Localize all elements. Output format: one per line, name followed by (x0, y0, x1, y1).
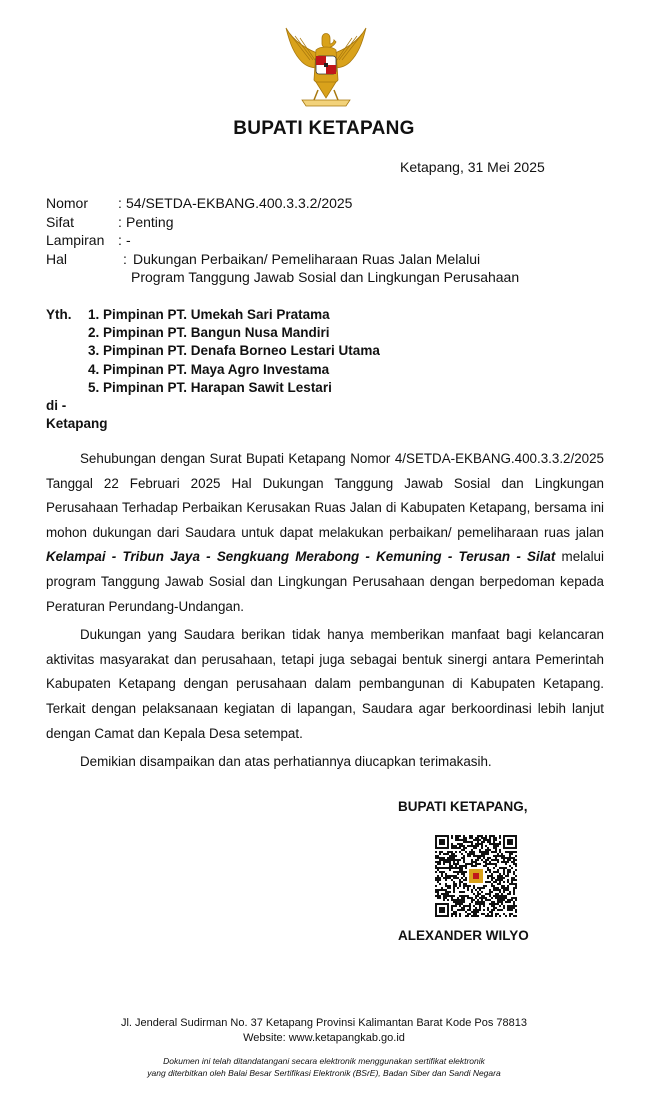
recipient-row (46, 379, 380, 397)
meta-label: Lampiran (46, 232, 105, 248)
signatory-name: ALEXANDER WILYO (398, 928, 529, 943)
meta-row-lampiran (46, 231, 613, 250)
esign-note-line: Dokumen ini telah ditandatangani secara elektronik menggunakan sertifikat elektronik (163, 1056, 485, 1066)
destination-di: di - (46, 398, 67, 413)
footer-address: Jl. Jenderal Sudirman No. 37 Ketapang Provinsi Kalimantan Barat Kode Pos 78813 (120, 1017, 528, 1029)
garuda-emblem-logo (280, 20, 372, 112)
esign-note-line: yang diterbitkan oleh Balai Besar Sertifikasi Elektronik (BSrE), Badan Siber dan Sandi Negara (147, 1068, 501, 1078)
qr-code-icon (435, 835, 517, 917)
body-paragraph-1 (46, 447, 604, 619)
meta-colon: : (118, 195, 122, 211)
meta-value: Dukungan Perbaikan/ Pemeliharaan Ruas Jalan Melalui (133, 250, 481, 267)
body-text: melalui program Tanggung Jawab Sosial dan Lingkungan Perusahaan dengan berpedoman kepada Peraturan Perundang-Undangan. (46, 549, 604, 614)
body-paragraph-2: Dukungan yang Saudara berikan tidak hanya memberikan manfaat bagi kelancaran aktivitas masyarakat dan perusahaan, tetapi juga sebagai bentuk sinergi antara Pemerintah Kabupaten Ketapang dengan perusahaan dalam pembangunan di Kabupaten Ketapang. Terkait dengan pelaksanaan kegiatan di lapangan, Saudara agar berkoordinasi lebih lanjut dengan Camat dan Kepala Desa setempat. (46, 627, 604, 741)
meta-value: - (126, 232, 131, 248)
destination (46, 397, 108, 433)
meta-row-hal-cont (46, 268, 613, 287)
recipient-item: 1. Pimpinan PT. Umekah Sari Pratama (88, 307, 330, 322)
letter-meta (46, 194, 613, 287)
meta-colon: : (118, 213, 122, 230)
recipients-label: Yth. (46, 307, 72, 322)
meta-label: Hal (46, 250, 68, 267)
meta-value: Program Tanggung Jawab Sosial dan Lingkungan Perusahaan (131, 269, 520, 285)
recipient-item: 5. Pimpinan PT. Harapan Sawit Lestari (88, 379, 332, 395)
recipients-block (46, 306, 380, 397)
esign-note (0, 1055, 648, 1079)
recipient-row (46, 324, 380, 342)
destination-place: Ketapang (46, 416, 108, 432)
body-paragraph-3: Demikian disampaikan dan atas perhatiannya diucapkan terimakasih. (80, 754, 492, 770)
meta-row-sifat (46, 213, 613, 232)
meta-label: Sifat (46, 213, 75, 230)
recipient-row (46, 306, 380, 324)
recipient-item: 4. Pimpinan PT. Maya Agro Investama (88, 361, 330, 377)
recipient-item: 3. Pimpinan PT. Denafa Borneo Lestari Utama (88, 343, 380, 359)
footer-website: Website: www.ketapangkab.go.id (243, 1032, 405, 1044)
signature-title: BUPATI KETAPANG, (398, 799, 528, 814)
meta-label: Nomor (46, 195, 89, 211)
meta-colon: : (118, 232, 122, 248)
document-title: BUPATI KETAPANG (233, 118, 415, 139)
letter-body (46, 447, 604, 779)
meta-colon: : (123, 250, 127, 267)
recipient-item: 2. Pimpinan PT. Bangun Nusa Mandiri (88, 325, 330, 341)
meta-value: Penting (126, 213, 174, 230)
meta-value: 54/SETDA-EKBANG.400.3.3.2/2025 (126, 195, 353, 211)
body-text: Sehubungan dengan Surat Bupati Ketapang Nomor 4/SETDA-EKBANG.400.3.3.2/2025 Tanggal 22 Februari 2025 Hal Dukungan Tanggung Jawab Sosial dan Lingkungan Perusahaan Terhadap Perbaikan Kerusakan Ruas Jalan di Kabupaten Ketapang, bersama ini mohon dukungan dari Saudara untuk dapat melakukan perbaikan/ pemeliharaan ruas jalan (46, 451, 604, 540)
recipient-row (46, 361, 380, 379)
road-names: Kelampai - Tribun Jaya - Sengkuang Merabong - Kemuning - Terusan - Silat (46, 549, 556, 565)
meta-row-nomor (46, 194, 613, 213)
recipient-row (46, 342, 380, 360)
footer (0, 1016, 648, 1046)
meta-row-hal (46, 250, 613, 269)
letter-date: Ketapang, 31 Mei 2025 (400, 159, 545, 175)
